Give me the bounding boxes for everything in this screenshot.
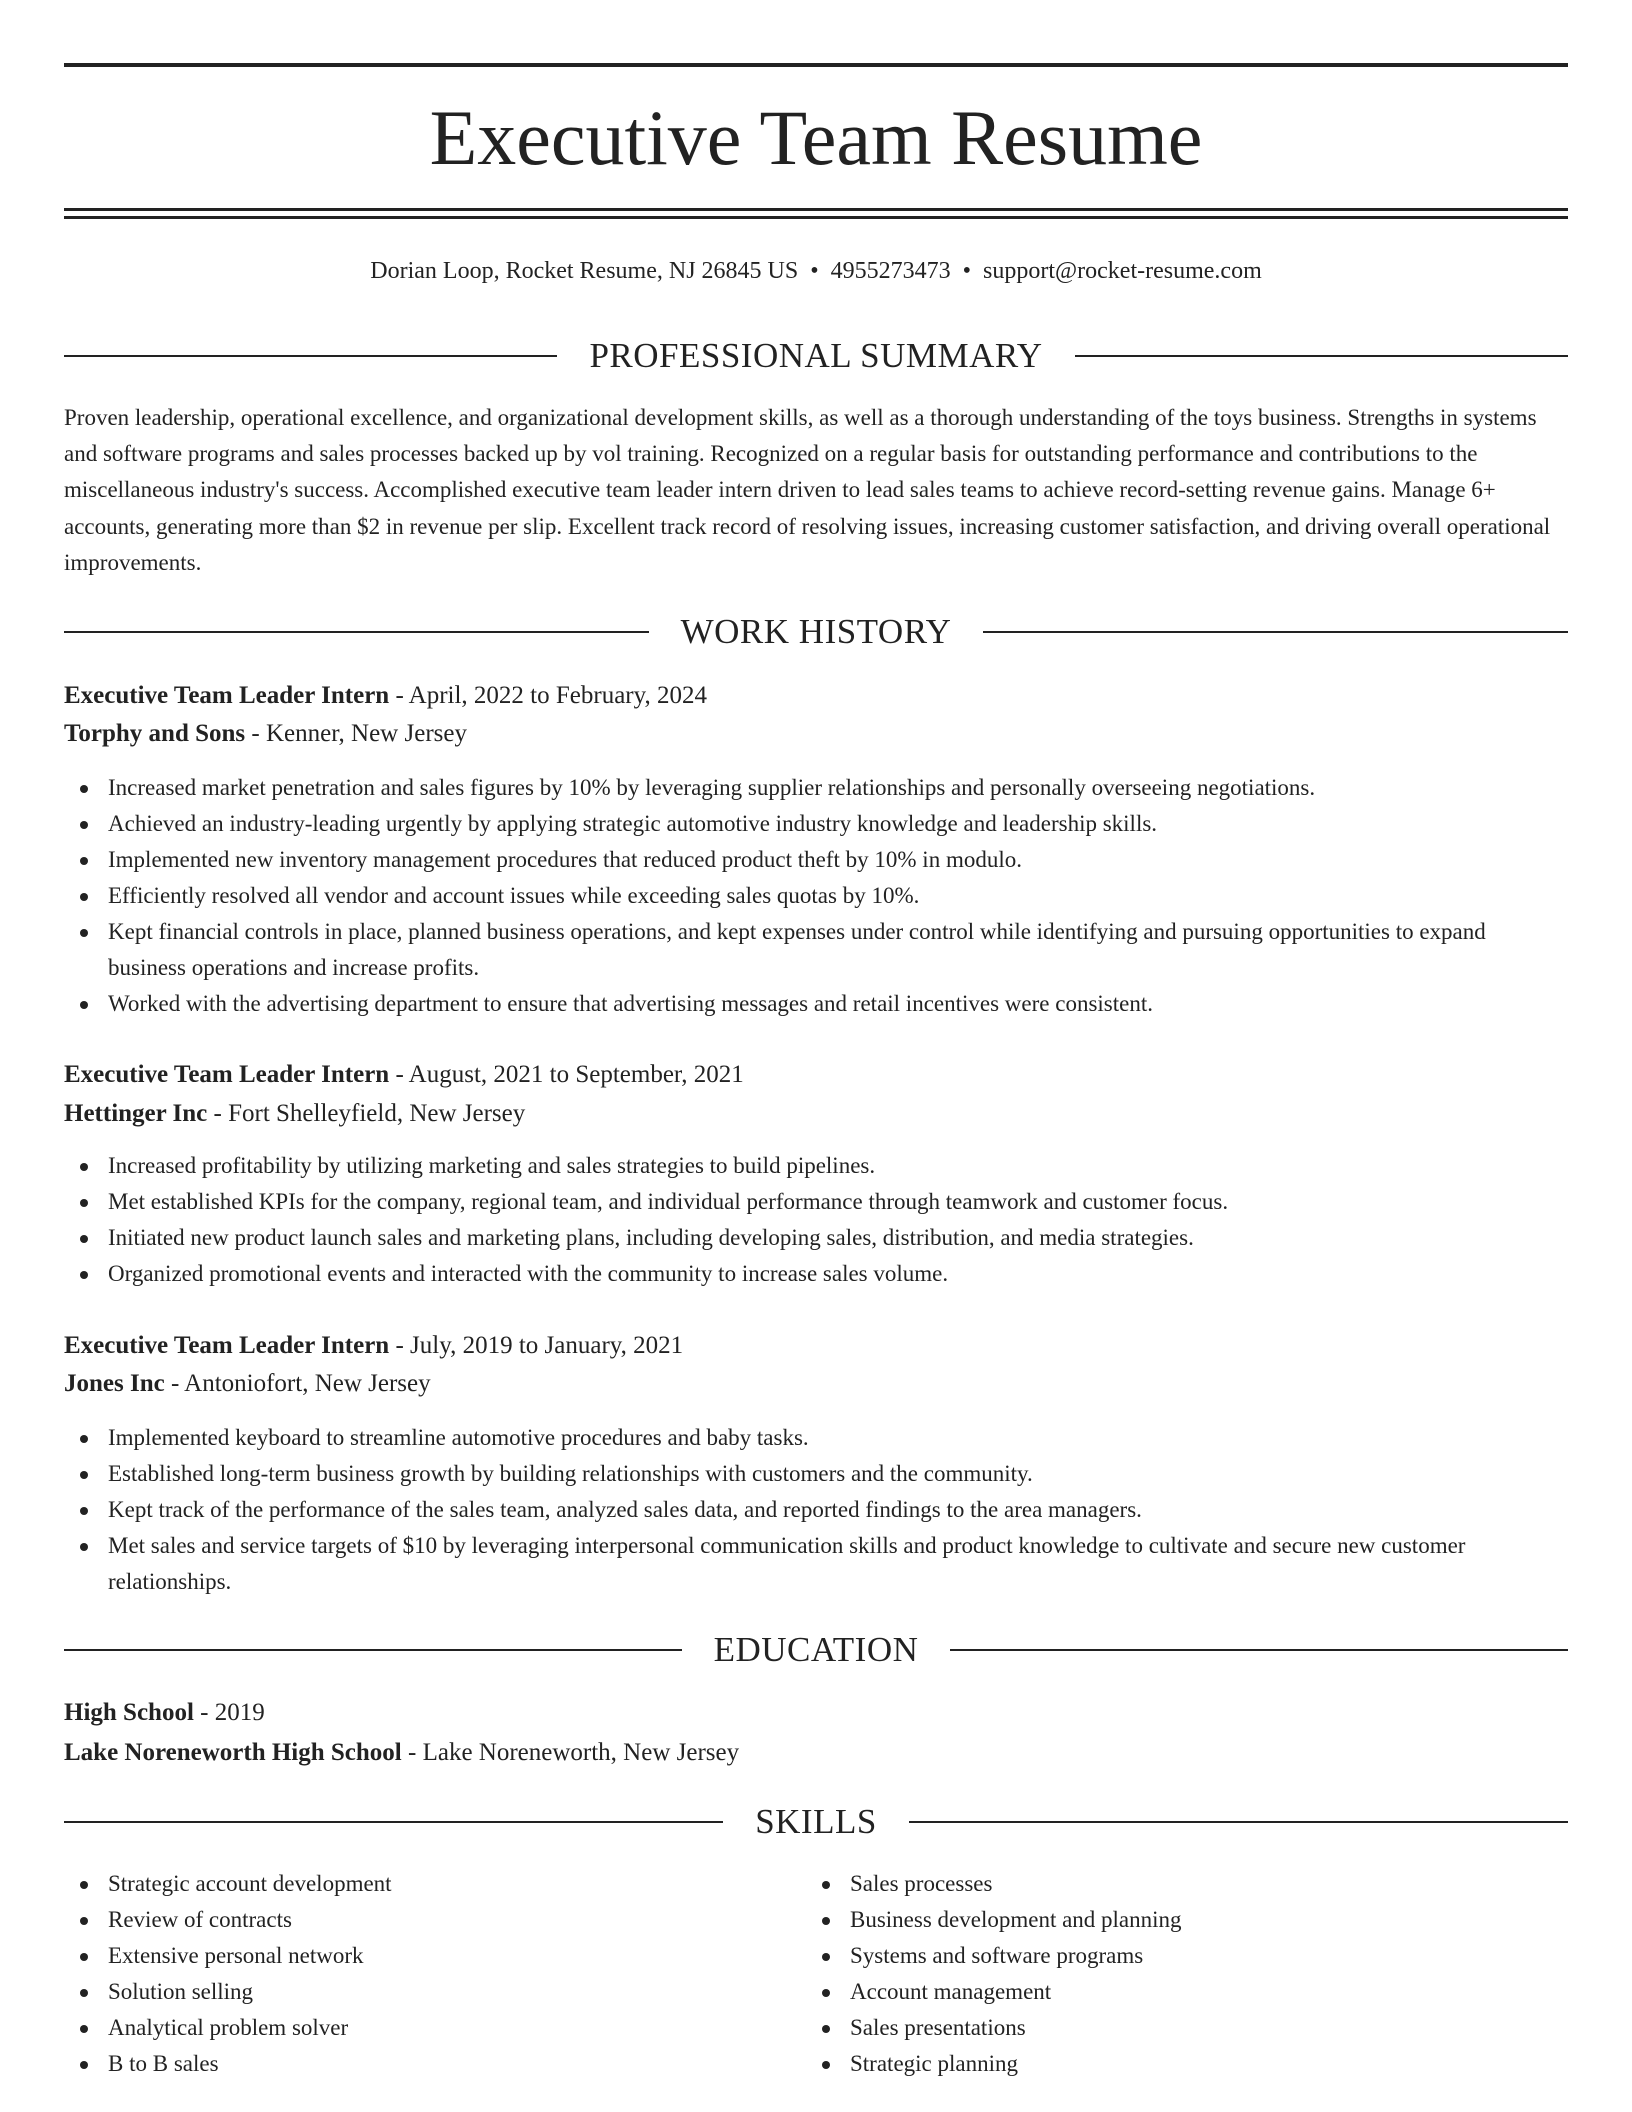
job-bullet: Worked with the advertising department to ensure that advertising messages and retail incentives were consistent. bbox=[64, 986, 1568, 1022]
job-location: - Antoniofort, New Jersey bbox=[164, 1370, 431, 1397]
resume-title: Executive Team Resume bbox=[429, 94, 1203, 181]
education-location: - Lake Noreneworth, New Jersey bbox=[401, 1739, 740, 1766]
job-bullet: Implemented new inventory management procedures that reduced product theft by 10% in modulo. bbox=[64, 842, 1568, 878]
section-rule bbox=[983, 631, 1568, 633]
job-title-line bbox=[64, 678, 1568, 714]
skill-item: B to B sales bbox=[64, 2046, 1568, 2082]
contact-line bbox=[64, 254, 1568, 288]
section-rule bbox=[950, 1649, 1568, 1651]
job-company-line bbox=[64, 716, 1568, 752]
job-bullet: Kept track of the performance of the sales team, analyzed sales data, and reported findings to the area managers. bbox=[64, 1492, 1568, 1528]
section-rule bbox=[64, 1649, 682, 1651]
header-bottom-rule bbox=[64, 208, 1568, 211]
job-dates: - July, 2019 to January, 2021 bbox=[389, 1332, 684, 1359]
job-bullet: Increased market penetration and sales figures by 10% by leveraging supplier relationships and personally overseeing negotiations. bbox=[64, 770, 1568, 806]
education-school: Lake Noreneworth High School bbox=[64, 1739, 402, 1766]
job-title: Executive Team Leader Intern bbox=[64, 1332, 390, 1359]
section-rule bbox=[64, 355, 557, 357]
job-dates: - August, 2021 to September, 2021 bbox=[389, 1061, 744, 1088]
skill-item: Solution selling bbox=[64, 1974, 1568, 2010]
header-top-rule bbox=[64, 63, 1568, 67]
education-school-line bbox=[64, 1735, 1568, 1771]
section-title: WORK HISTORY bbox=[680, 612, 952, 651]
job-bullet: Achieved an industry-leading urgently by applying strategic automotive industry knowledge and leadership skills. bbox=[64, 806, 1568, 842]
section-rule bbox=[909, 1821, 1568, 1823]
section-title: EDUCATION bbox=[713, 1630, 919, 1669]
skill-item: Systems and software programs bbox=[806, 1938, 1632, 1974]
job-bullet: Kept financial controls in place, planned business operations, and kept expenses under control while identifying and pursuing opportunities to expand business operations and increase profits. bbox=[64, 914, 1568, 986]
skill-item: Strategic account development bbox=[64, 1866, 1568, 1902]
job-bullet: Increased profitability by utilizing marketing and sales strategies to build pipelines. bbox=[64, 1148, 1568, 1184]
section-title: PROFESSIONAL SUMMARY bbox=[589, 336, 1043, 375]
section-rule bbox=[1075, 355, 1568, 357]
contact-email: support@rocket-resume.com bbox=[983, 258, 1262, 284]
skills-list-right bbox=[806, 1866, 1632, 2082]
job-location: - Kenner, New Jersey bbox=[245, 720, 467, 747]
section-heading-skills bbox=[64, 1800, 1568, 1844]
section-heading-work-history bbox=[64, 610, 1568, 654]
job-bullets bbox=[64, 770, 1568, 1022]
job-title: Executive Team Leader Intern bbox=[64, 682, 390, 709]
job-bullets bbox=[64, 1148, 1568, 1292]
job-title: Executive Team Leader Intern bbox=[64, 1061, 390, 1088]
job-bullet: Met sales and service targets of $10 by leveraging interpersonal communication skills and product knowledge to cultivate and secure new customer relationships. bbox=[64, 1528, 1568, 1600]
education-degree-line bbox=[64, 1695, 1568, 1731]
job-company: Torphy and Sons bbox=[64, 720, 246, 747]
job-location: - Fort Shelleyfield, New Jersey bbox=[207, 1100, 526, 1127]
contact-separator: • bbox=[810, 258, 819, 284]
skill-item: Account management bbox=[806, 1974, 1632, 2010]
summary-text: Proven leadership, operational excellence, and organizational development skills, as well as a thorough understanding of the toys business. Strengths in systems and software programs and sales processes backed up by vol training. Recognized on a regular basis for outstanding performance and contributions to the miscellaneous industry's success. Accomplished executive team leader intern driven to lead sales teams to achieve record-setting revenue gains. Manage 6+ accounts, generating more than $2 in revenue per slip. Excellent track record of resolving issues, increasing customer satisfaction, and driving overall operational improvements. bbox=[64, 405, 1551, 575]
header-bottom-rule-second bbox=[64, 216, 1568, 219]
job-bullet: Initiated new product launch sales and marketing plans, including developing sales, distribution, and media strategies. bbox=[64, 1220, 1568, 1256]
job-company: Hettinger Inc bbox=[64, 1100, 208, 1127]
skill-item: Sales presentations bbox=[806, 2010, 1632, 2046]
contact-address: Dorian Loop, Rocket Resume, NJ 26845 US bbox=[370, 258, 799, 284]
job-bullet: Established long-term business growth by building relationships with customers and the community. bbox=[64, 1456, 1568, 1492]
job-company: Jones Inc bbox=[64, 1370, 165, 1397]
skill-item: Analytical problem solver bbox=[64, 2010, 1568, 2046]
skill-item: Review of contracts bbox=[64, 1902, 1568, 1938]
job-bullet: Organized promotional events and interacted with the community to increase sales volume. bbox=[64, 1256, 1568, 1292]
contact-phone: 4955273473 bbox=[830, 258, 951, 284]
job-title-line bbox=[64, 1328, 1568, 1364]
job-bullet: Implemented keyboard to streamline automotive procedures and baby tasks. bbox=[64, 1420, 1568, 1456]
section-heading-summary bbox=[64, 334, 1568, 378]
skill-item: Business development and planning bbox=[806, 1902, 1632, 1938]
section-heading-education bbox=[64, 1628, 1568, 1672]
skill-item: Strategic planning bbox=[806, 2046, 1632, 2082]
job-bullet: Met established KPIs for the company, regional team, and individual performance through teamwork and customer focus. bbox=[64, 1184, 1568, 1220]
job-company-line bbox=[64, 1366, 1568, 1402]
contact-separator: • bbox=[962, 258, 972, 284]
skill-item: Extensive personal network bbox=[64, 1938, 1568, 1974]
education-year: - 2019 bbox=[193, 1699, 265, 1726]
job-bullets bbox=[64, 1420, 1568, 1600]
job-title-line bbox=[64, 1057, 1568, 1093]
section-rule bbox=[64, 1821, 723, 1823]
section-rule bbox=[64, 631, 649, 633]
job-company-line bbox=[64, 1096, 1568, 1132]
skill-item: Sales processes bbox=[806, 1866, 1632, 1902]
section-title: SKILLS bbox=[755, 1802, 877, 1841]
education-degree: High School bbox=[64, 1699, 194, 1726]
job-dates: - April, 2022 to February, 2024 bbox=[389, 682, 708, 709]
job-bullet: Efficiently resolved all vendor and account issues while exceeding sales quotas by 10%. bbox=[64, 878, 1568, 914]
